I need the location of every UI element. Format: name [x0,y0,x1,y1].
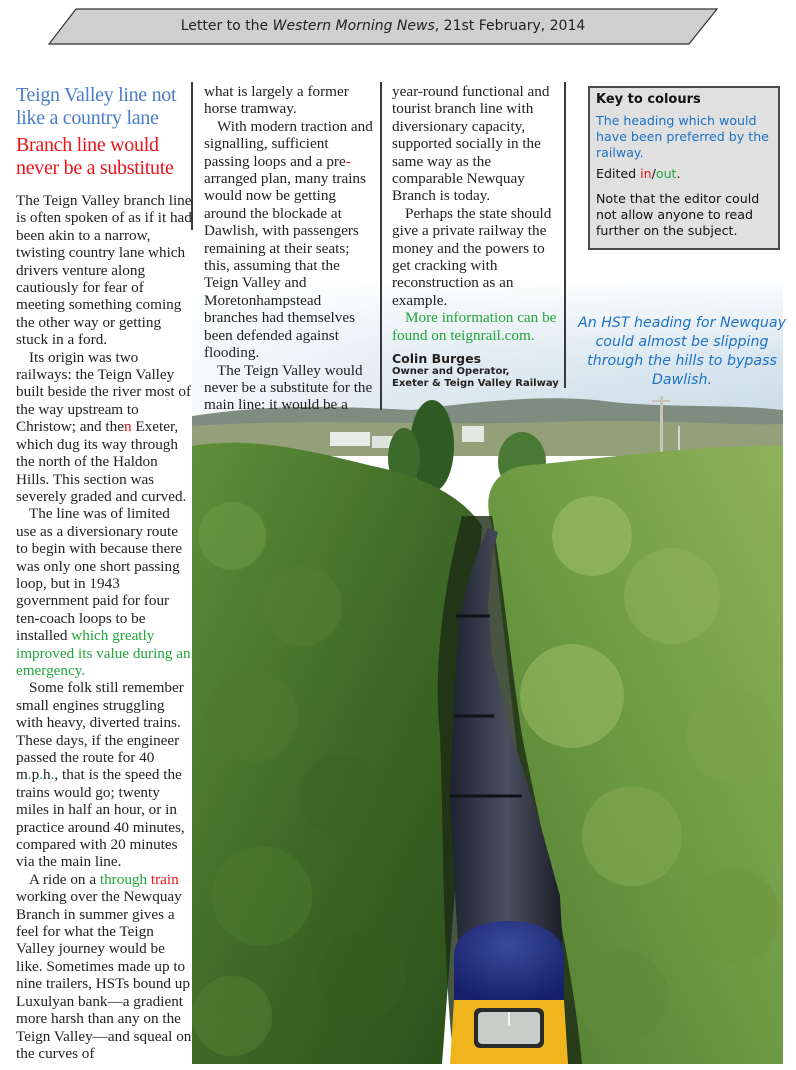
paragraph: The Teign Valley would never be a substitute for the main line: it would be a [204,361,373,414]
edited-out-text: which greatly improved its value during an emergency. [16,627,191,679]
text-run: Edited [596,166,641,181]
text-run: , that is the speed the trains would go; twenty miles in half an hour, or in practice around 40 minutes, compared with 20 minutes via the main line. [16,766,185,871]
banner-prefix: Letter to the [180,18,273,34]
article-column-2 [204,83,376,414]
preferred-headline: Teign Valley line not like a country lane [16,84,177,129]
text-run: Some folk still remember small engines struggling with heavy, diverted trains. These days, if the engineer passed the route for 40 m [16,679,184,784]
text-run: h [43,766,51,784]
text-run: Exeter, which dug its way through the north of the Haldon Hills. This section was severely graded and curved. [16,418,187,505]
article-column-3 [392,83,562,390]
paragraph [16,505,192,679]
paragraph [16,349,192,506]
signature-organisation: Exeter & Teign Valley Railway [392,378,559,390]
signature-name: Colin Burges [392,351,482,367]
column-divider [380,82,382,410]
key-edited-out: out [655,166,677,181]
text-run: With modern traction and signalling, sufficient passing loops and a pre [204,117,373,170]
text-run: p [31,766,40,784]
banner-title [48,18,718,34]
title-banner [48,8,718,45]
photo-caption: An HST heading for Newquay could almost be slipping through the hills to bypass Dawlish. [578,315,786,388]
key-edited [596,166,772,182]
edited-out-text: . [27,766,32,784]
paragraph: The Teign Valley branch line is often spoken of as if it had been akin to a narrow, twisting country lane which drivers venture along cautiously for fear of meeting something coming the other way or getting stuck in a ford. [16,192,192,349]
edited-in-text: n [124,418,132,436]
edited-out-text: More information can be found on teignrail.com. [392,309,557,344]
edited-in-text: train [150,870,179,888]
text-run: working over the Newquay Branch in summer gives a feel for what the Teign Valley journey would be like. Sometimes made up to nine trailers, HSTs bound up Luxulyan bank—a gradient more harsh than any on the Teign Valley—and squeal on the curves of [16,888,192,1062]
signature-title: Owner and Operator, [392,366,510,378]
key-title: Key to colours [596,92,701,107]
text-run: / [651,166,656,181]
text-run: Its origin was two railways: the Teign Valley built beside the river most of the way upstream to Christow; and the [16,348,192,436]
article-column-1 [16,84,192,1062]
paragraph [16,679,192,870]
edited-out-text: through [99,870,148,888]
text-run: arranged plan, many trains would now be getting around the blockade at Dawlish, with passengers remaining at their seats; this, assuming that the Teign Valley and Moretonhampstead branches had themselves been defended against flooding. [204,170,366,362]
text-run: The line was of limited use as a diversionary route to begin with because there was only one short passing loop, but in 1943 government paid for four ten-coach loops to be installed [16,505,183,645]
edited-out-text: . [39,766,44,784]
paragraph: what is largely a former horse tramway. [204,83,349,118]
key-preferred-heading: The heading which would have been preferred by the railway. [596,113,769,160]
edited-in-text: - [345,152,351,170]
paragraph [204,118,376,362]
banner-date: , 21st February, 2014 [434,18,586,34]
colour-key-box [588,86,780,250]
key-note: Note that the editor could not allow anyone to read further on the subject. [596,191,760,238]
paragraph: year-round functional and tourist branch line with diversionary capacity, supported socially in the same way as the comparable Newquay Branch is today. [392,83,550,205]
text-run: . [676,166,681,181]
paragraph: Perhaps the state should give a private railway the money and the powers to get cracking with reconstruction as an example. [392,204,552,309]
edited-out-text: . [50,766,55,784]
paragraph [16,871,192,1062]
text-run: A ride on a [29,870,100,888]
publication-name: Western Morning News [272,18,435,34]
published-headline: Branch line would never be a substitute [16,134,174,179]
key-edited-in: in [640,166,652,181]
